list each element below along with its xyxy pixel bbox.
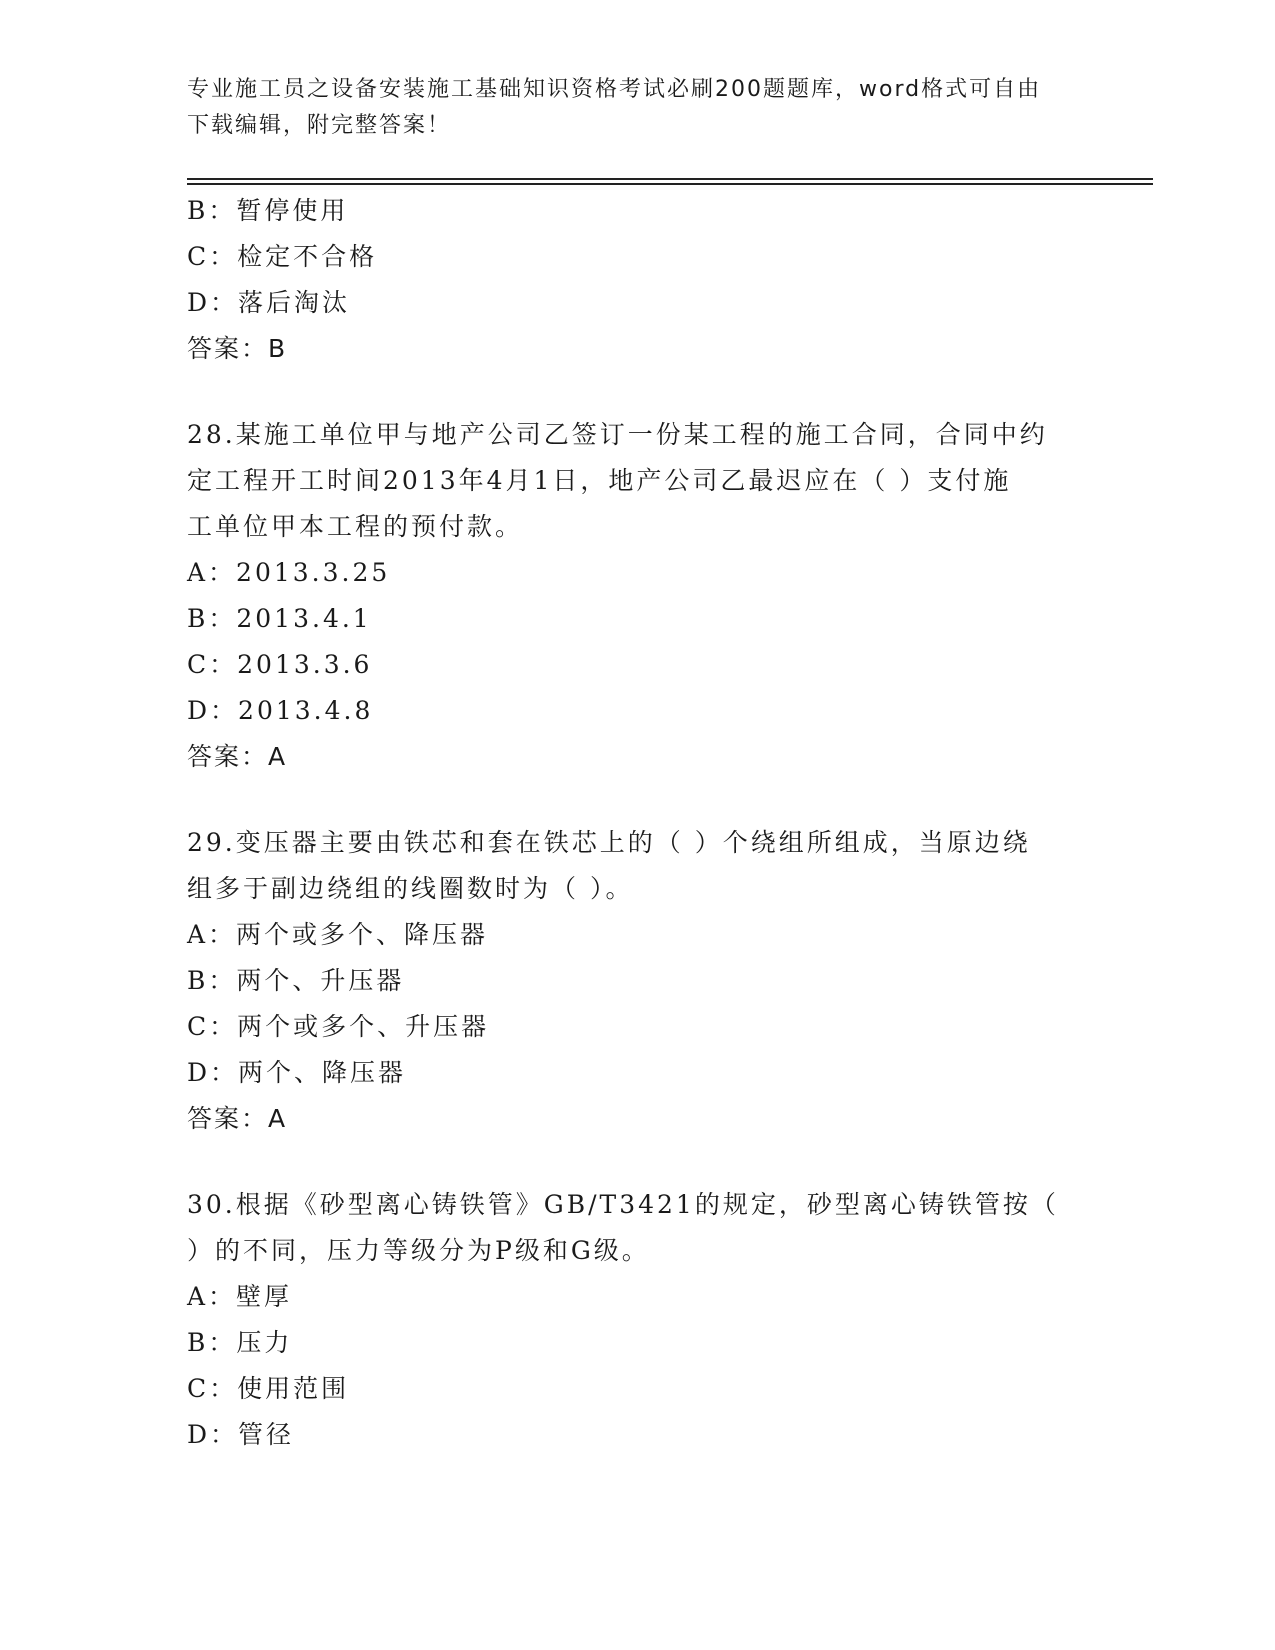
question-text-line: 29.变压器主要由铁芯和套在铁芯上的（ ）个绕组所组成，当原边绕 (187, 828, 1031, 857)
option-a: A：两个或多个、降压器 (187, 920, 489, 949)
question-29 (187, 820, 1087, 1142)
option-a: A：壁厚 (187, 1282, 293, 1311)
option-c: C：检定不合格 (187, 242, 378, 271)
option-c: C：2013.3.6 (187, 650, 373, 679)
option-c: C：使用范围 (187, 1374, 350, 1403)
question-text-line: 28.某施工单位甲与地产公司乙签订一份某工程的施工合同，合同中约 (187, 420, 1048, 449)
question-text-line: 30.根据《砂型离心铸铁管》GB/T3421的规定，砂型离心铸铁管按（ (187, 1190, 1059, 1219)
header-line-1: 专业施工员之设备安装施工基础知识资格考试必刷200题题库，word格式可自由 (187, 77, 1042, 102)
option-b: B：2013.4.1 (187, 604, 372, 633)
header-rule-top (187, 178, 1153, 180)
question-28 (187, 412, 1087, 780)
question-30 (187, 1182, 1087, 1458)
option-a: A：2013.3.25 (187, 558, 391, 587)
option-b: B：压力 (187, 1328, 293, 1357)
question-text-line: ）的不同，压力等级分为P级和G级。 (187, 1236, 650, 1265)
option-b: B：暂停使用 (187, 196, 349, 225)
answer-label: 答案：A (187, 1104, 288, 1133)
option-c: C：两个或多个、升压器 (187, 1012, 490, 1041)
question-list (187, 188, 1087, 1458)
header-rule-bottom (187, 183, 1153, 185)
question-text-line: 定工程开工时间2013年4月1日，地产公司乙最迟应在（ ）支付施 (187, 466, 1012, 495)
option-b: B：两个、升压器 (187, 966, 405, 995)
option-d: D：管径 (187, 1420, 295, 1449)
question-text-line: 工单位甲本工程的预付款。 (187, 512, 524, 541)
answer-label: 答案：A (187, 742, 288, 771)
option-d: D：两个、降压器 (187, 1058, 407, 1087)
question-text-line: 组多于副边绕组的线圈数时为（ ）。 (187, 874, 634, 903)
option-d: D：落后淘汰 (187, 288, 351, 317)
document-header (187, 72, 1067, 144)
header-line-2: 下载编辑，附完整答案！ (187, 113, 452, 138)
answer-label: 答案：B (187, 334, 288, 363)
option-d: D：2013.4.8 (187, 696, 374, 725)
question-27-tail (187, 188, 1087, 372)
